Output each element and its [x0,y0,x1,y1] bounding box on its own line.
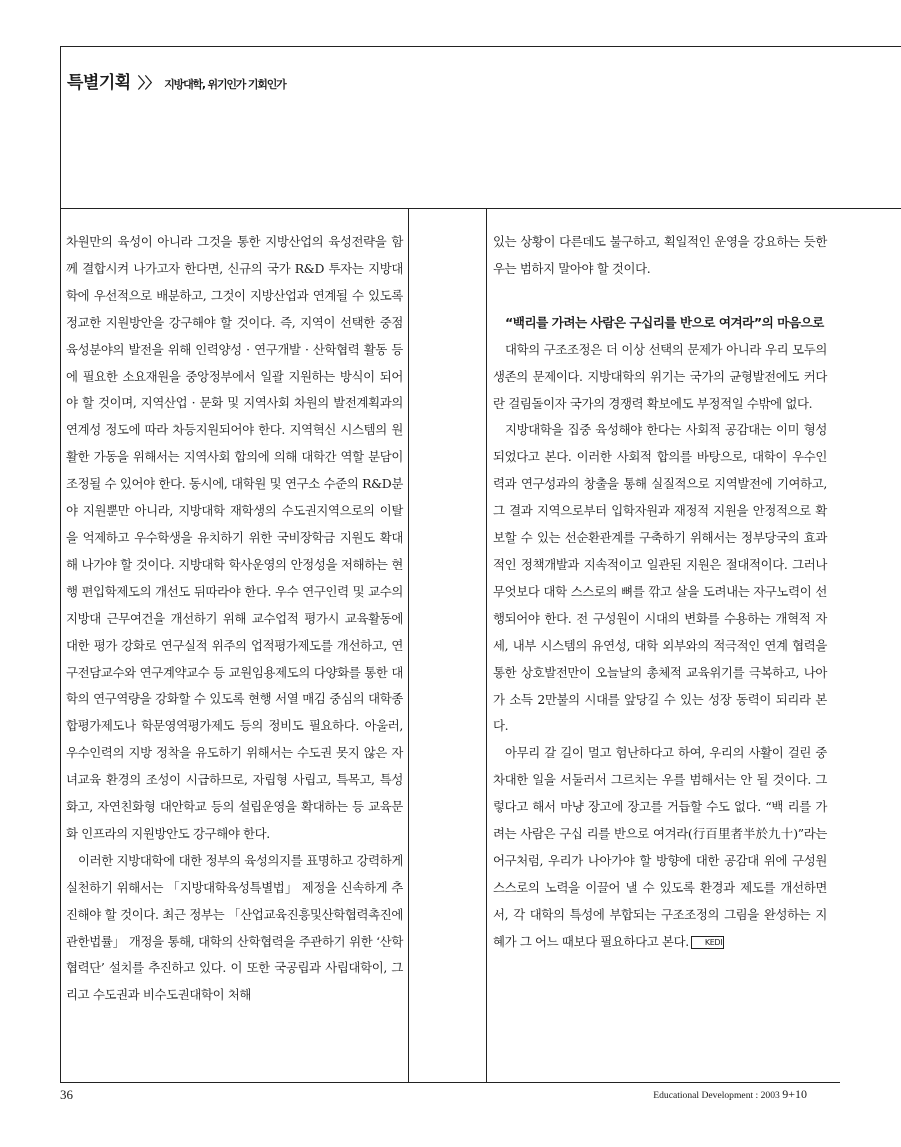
footer-rule [60,1082,840,1083]
journal-title: Educational Development : 2003 [653,1090,780,1101]
journal-footer [653,1087,807,1103]
journal-issue: 9+10 [782,1087,807,1101]
section-subtitle: 지방대학, 위기인가 기회인가 [164,78,286,91]
right-column [493,229,827,956]
right-paragraph-3: 지방대학을 집중 육성해야 한다는 사회적 공감대는 이미 형성되었다고 본다. 이러한 사회적 합의를 바탕으로, 대학이 우수인력과 연구성과의 창출을 통해 실질적으로 지역발전에 기여하고, 그 결과 지역으로부터 입학자원과 재정적 지원을 안정적으로 확보할 수 있는 선순환관계를 구축하기 위해서는 정부당국의 효과적인 정책개발과 지속적이고 일관된 지원은 절대적이다. 그러나 무엇보다 대학 스스로의 뼈를 깎고 살을 도려내는 자구노력이 선행되어야 한다. 전 구성원이 시대의 변화를 수용하는 개혁적 자세, 내부 시스템의 유연성, 대학 외부와의 적극적인 연계 협력을 통한 상호발전만이 오늘날의 총체적 교육위기를 극복하고, 나아가 소득 2만불의 시대를 앞당길 수 있는 성장 동력이 되리라 본다. [493,422,827,734]
heading-spacer [493,283,827,310]
page-number: 36 [60,1087,73,1102]
left-paragraph-2: 이러한 지방대학에 대한 정부의 육성의지를 표명하고 강력하게 실천하기 위해서는 「지방대학육성특별법」 제정을 신속하게 추진해야 할 것이다. 최근 정부는 「산업교육진흥및산학협력촉진에관한법률」 개정을 통해, 대학의 산학협력을 주관하기 위한 ‘산학협력단’ 설치를 추진하고 있다. 이 또한 국공립과 사립대학이, 그리고 수도권과 비수도권대학이 처해 [66,852,403,1003]
column-divider-left [408,208,409,1083]
right-paragraph-1: 있는 상황이 다른데도 불구하고, 획일적인 운영을 강요하는 듯한 우는 범하지 말아야 할 것이다. [493,234,827,276]
header-rule-bottom [60,208,901,209]
section-header [67,73,286,95]
section-label: 특별기획 [67,73,131,93]
right-paragraph-4 [493,740,827,955]
column-divider-right [486,208,487,1083]
right-paragraph-2: 대학의 구조조정은 더 이상 선택의 문제가 아니라 우리 모두의 생존의 문제이다. 지방대학의 위기는 국가의 균형발전에도 커다란 걸림돌이자 국가의 경쟁력 확보에도 부정적일 수밖에 없다. [493,341,827,411]
subsection-heading: “백리를 가려는 사람은 구십리를 반으로 여겨라”의 마음으로 [505,314,824,330]
page-margin-rule [60,46,61,1083]
header-rule-top [60,46,901,47]
left-column [66,229,403,1009]
right-paragraph-4-text: 아무리 갈 길이 멀고 험난하다고 하여, 우리의 사활이 걸린 중차대한 일을 서둘러서 그르치는 우를 범해서는 안 될 것이다. 그렇다고 해서 마냥 장고에 장고를 거듭할 수도 없다. “백 리를 가려는 사람은 구십 리를 반으로 여겨라(行百里者半於九十)”라는 어구처럼, 우리가 나아가야 할 방향에 대한 공감대 위에 구성원 스스로의 노력을 이끌어 낼 수 있도록 환경과 제도를 개선하면서, 각 대학의 특성에 부합되는 구조조정의 그림을 완성하는 지혜가 그 어느 때보다 필요하다고 본다. [493,745,827,949]
end-mark-logo: KEDI [691,936,724,949]
section-arrow: 〉〉 [137,74,160,92]
left-paragraph-1: 차원만의 육성이 아니라 그것을 통한 지방산업의 육성전략을 함께 결합시켜 나가고자 한다면, 신규의 국가 R&D 투자는 지방대학에 우선적으로 배분하고, 그것이 지방산업과 연계될 수 있도록 정교한 지원방안을 강구해야 할 것이다. 즉, 지역이 선택한 중점 육성분야의 발전을 위해 인력양성 · 연구개발 · 산학협력 활동 등에 필요한 소요재원을 중앙정부에서 일괄 지원하는 방식이 되어야 할 것이며, 지역산업 · 문화 및 지역사회 차원의 발전계획과의 연계성 정도에 따라 차등지원되어야 한다. 지역혁신 시스템의 원활한 가동을 위해서는 지역사회 합의에 의해 대학간 역할 분담이 조정될 수 있어야 한다. 동시에, 대학원 및 연구소 수준의 R&D분야 지원뿐만 아니라, 지방대학 재학생의 수도권지역으로의 이탈을 억제하고 우수학생을 유치하기 위한 국비장학금 지원도 확대해 나가야 할 것이다. 지방대학 학사운영의 안정성을 저해하는 현행 편입학제도의 개선도 뒤따라야 한다. 우수 연구인력 및 교수의 지방대 근무여건을 개선하기 위해 교수업적 평가시 교육활동에 대한 평가 강화로 연구실적 위주의 업적평가제도를 개선하고, 연구전담교수와 연구계약교수 등 교원임용제도의 다양화를 통한 대학의 연구역량을 강화할 수 있도록 현행 서열 매김 중심의 대학종합평가제도나 학문영역평가제도 등의 정비도 필요하다. 아울러, 우수인력의 지방 정착을 유도하기 위해서는 수도권 못지 않은 자녀교육 환경의 조성이 시급하므로, 자립형 사립고, 특목고, 특성화고, 자연친화형 대안학교 등의 설립운영을 확대하는 등 교육문화 인프라의 지원방안도 강구해야 한다. [66,234,403,841]
